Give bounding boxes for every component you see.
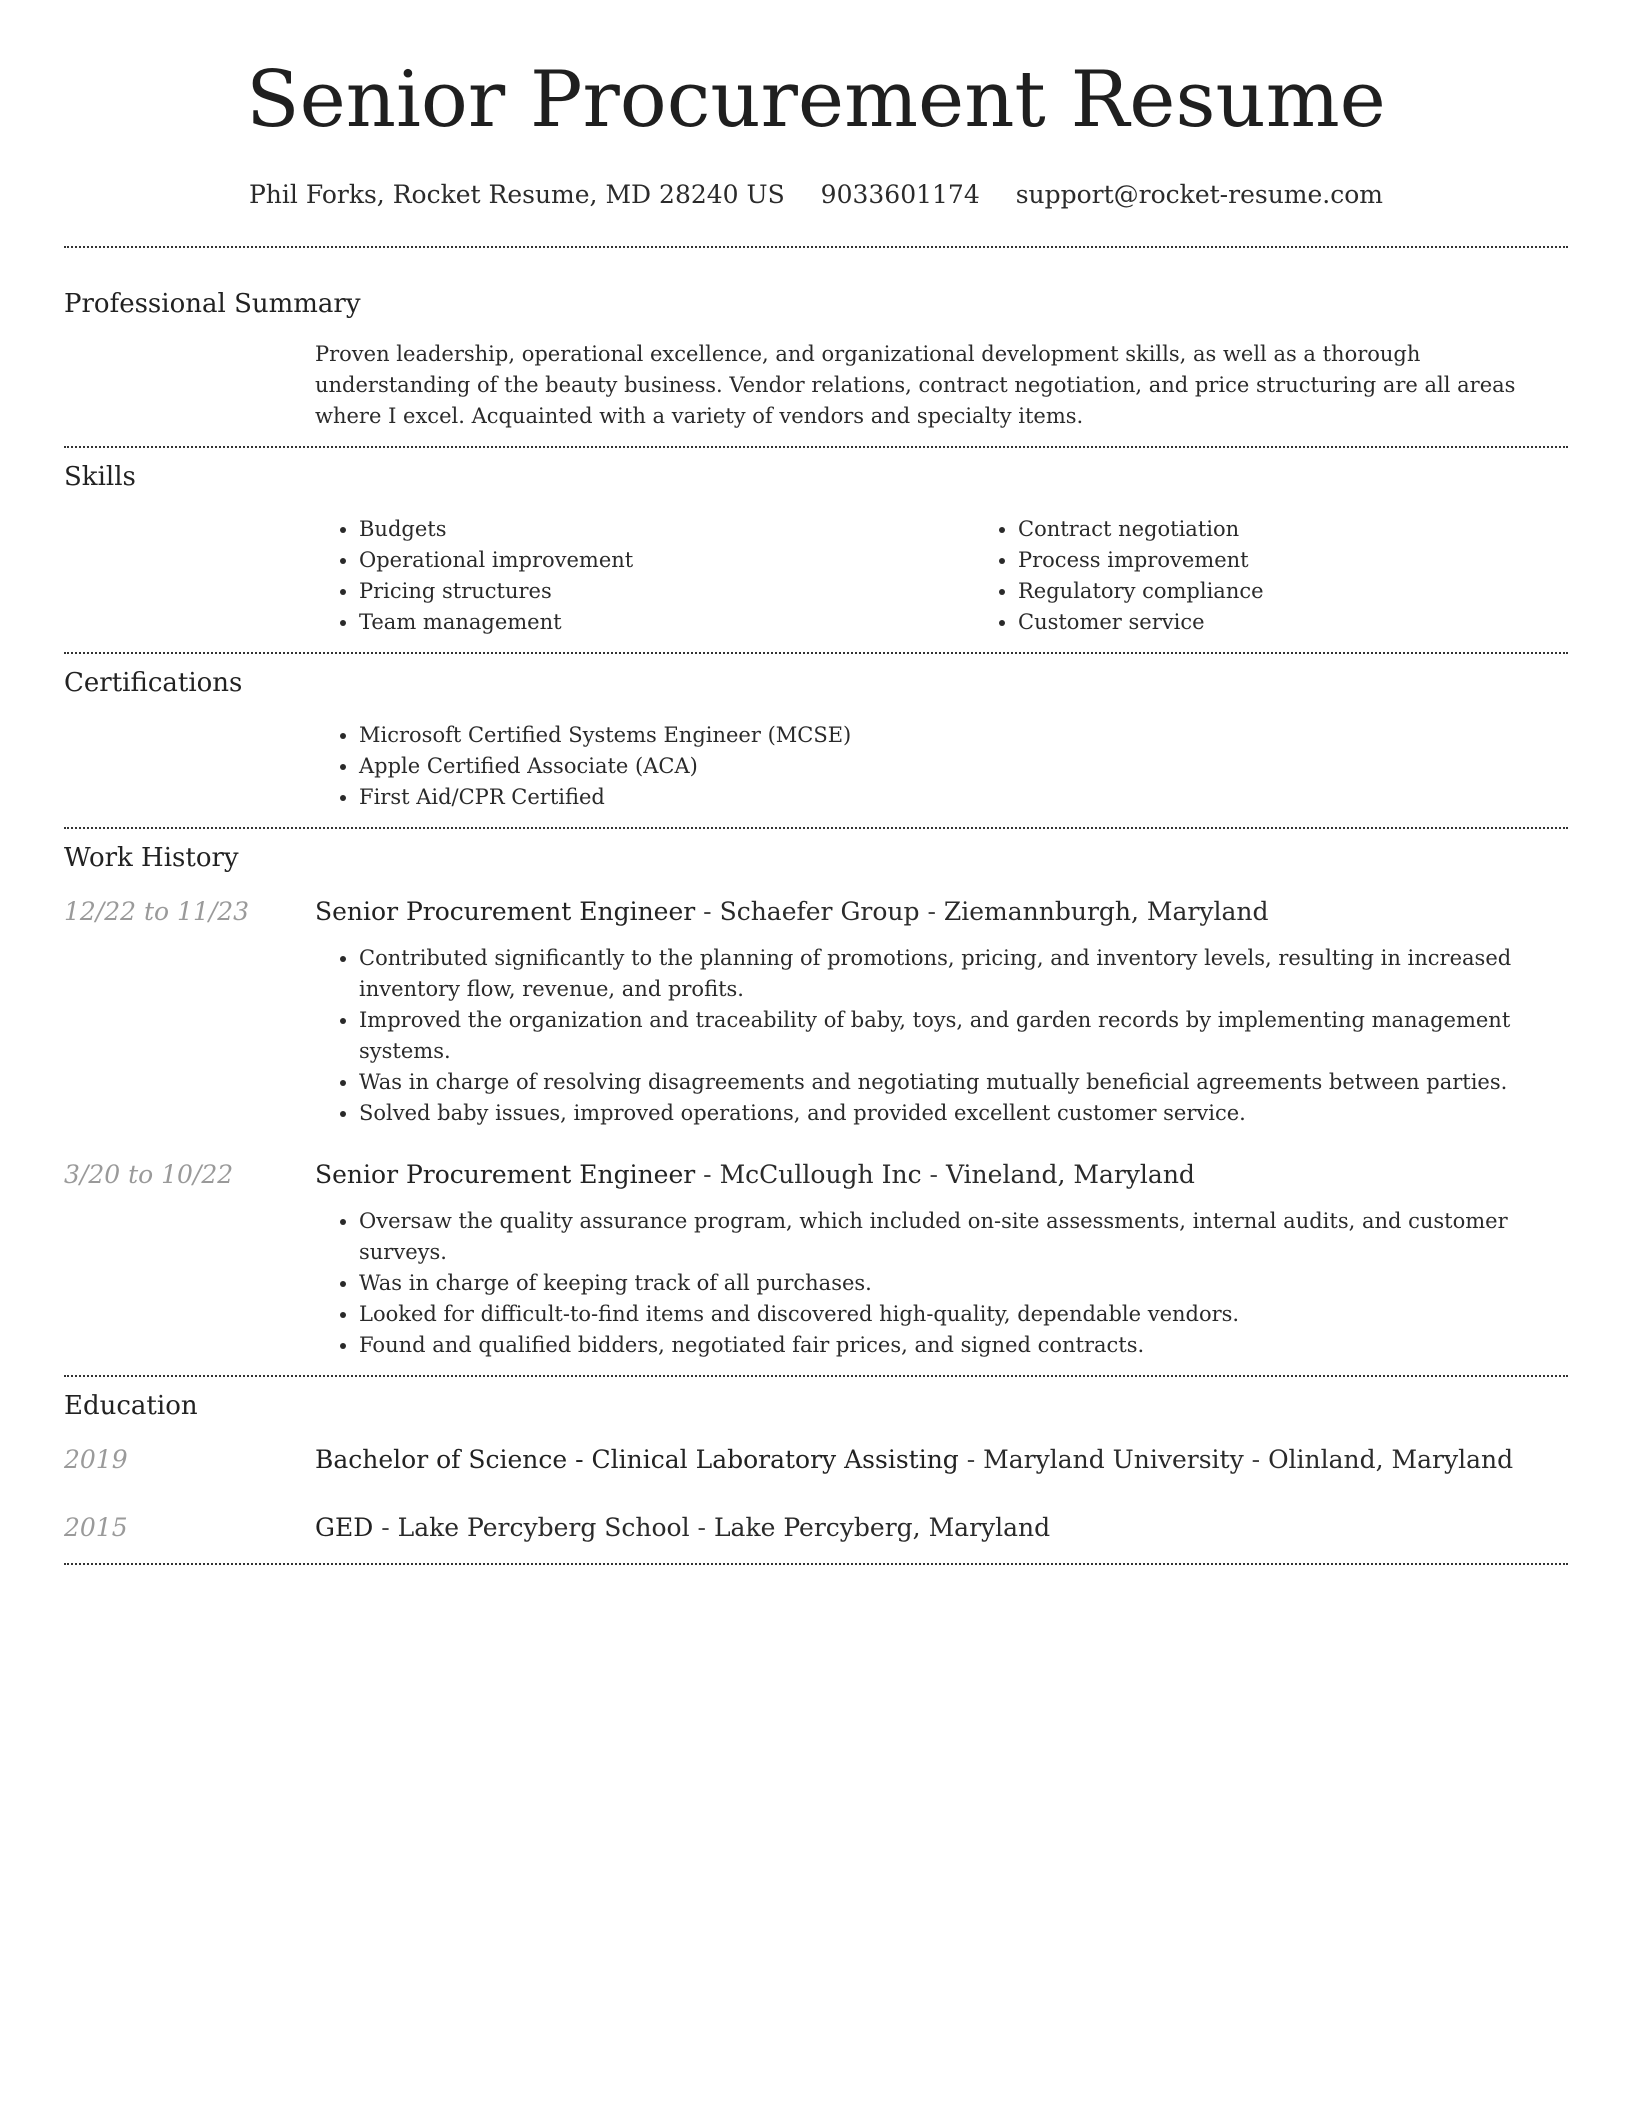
education-entry xyxy=(64,1443,1568,1477)
divider xyxy=(64,1563,1568,1565)
education-degree: GED xyxy=(315,1513,374,1542)
separator: - xyxy=(373,1513,398,1542)
job-bullet: • Was in charge of resolving disagreements and negotiating mutually beneficial agreements between parties. xyxy=(359,1067,1568,1098)
job-body xyxy=(315,895,1568,1129)
education-location: Olinland, Maryland xyxy=(1268,1445,1514,1474)
job-company: Schaefer Group xyxy=(719,897,920,926)
certifications-left-spacer xyxy=(64,720,315,813)
education-section xyxy=(64,1377,1568,1563)
certifications-list xyxy=(315,720,1568,813)
summary-section xyxy=(64,248,1568,446)
separator: - xyxy=(689,1513,714,1542)
job-heading xyxy=(315,1158,1568,1192)
certifications-row xyxy=(64,720,1568,813)
contact-address: Phil Forks, Rocket Resume, MD 28240 US xyxy=(248,180,785,209)
summary-left-spacer xyxy=(64,339,315,432)
education-degree: Bachelor of Science - Clinical Laboratory Assisting xyxy=(315,1445,959,1474)
education-location: Lake Percyberg, Maryland xyxy=(713,1513,1051,1542)
education-year: 2015 xyxy=(64,1513,128,1542)
summary-row xyxy=(64,339,1568,432)
job-entry xyxy=(64,895,1568,1129)
job-title: Senior Procurement Engineer xyxy=(315,897,696,926)
skills-grid xyxy=(315,514,1632,638)
certification-item: • First Aid/CPR Certified xyxy=(359,782,1568,813)
work-section xyxy=(64,829,1568,1375)
education-year: 2019 xyxy=(64,1445,128,1474)
job-heading xyxy=(315,895,1568,929)
separator: - xyxy=(695,1160,720,1189)
skill-item: • Process improvement xyxy=(1018,545,1632,576)
job-entry xyxy=(64,1158,1568,1361)
contact-email: support@rocket-resume.com xyxy=(1015,180,1383,209)
education-body xyxy=(315,1511,1568,1545)
certification-item: • Microsoft Certified Systems Engineer (MCSE) xyxy=(359,720,1568,751)
education-body xyxy=(315,1443,1568,1477)
certifications-heading: Certifications xyxy=(64,668,243,698)
skills-left-spacer xyxy=(64,514,315,638)
education-heading: Education xyxy=(64,1391,198,1421)
job-company: McCullough Inc xyxy=(719,1160,922,1189)
certifications-body xyxy=(315,720,1568,813)
education-school: Lake Percyberg School xyxy=(397,1513,690,1542)
skills-body xyxy=(315,514,1632,638)
education-heading-line xyxy=(315,1443,1568,1477)
job-bullet: • Looked for difficult-to-find items and discovered high-quality, dependable vendors. xyxy=(359,1299,1568,1330)
job-dates: 3/20 to 10/22 xyxy=(64,1160,234,1189)
job-bullet: • Solved baby issues, improved operations, and provided excellent customer service. xyxy=(359,1098,1568,1129)
education-heading-line xyxy=(315,1511,1568,1545)
job-bullets xyxy=(315,1206,1568,1361)
work-heading: Work History xyxy=(64,843,239,873)
job-bullets xyxy=(315,943,1568,1129)
job-title: Senior Procurement Engineer xyxy=(315,1160,696,1189)
job-bullet: • Improved the organization and traceability of baby, toys, and garden records by implementing management systems. xyxy=(359,1005,1568,1067)
skill-item: • Budgets xyxy=(359,514,974,545)
job-body xyxy=(315,1158,1568,1361)
contact-line xyxy=(64,178,1568,212)
skill-item: • Contract negotiation xyxy=(1018,514,1632,545)
job-location: Ziemannburgh, Maryland xyxy=(943,897,1269,926)
skill-item: • Regulatory compliance xyxy=(1018,576,1632,607)
skills-row xyxy=(64,514,1568,638)
education-school: Maryland University xyxy=(983,1445,1244,1474)
skill-item: • Operational improvement xyxy=(359,545,974,576)
skill-item: • Pricing structures xyxy=(359,576,974,607)
skill-item: • Team management xyxy=(359,607,974,638)
summary-heading: Professional Summary xyxy=(64,289,361,319)
job-bullet: • Was in charge of keeping track of all purchases. xyxy=(359,1268,1568,1299)
skills-list-left xyxy=(315,514,974,638)
skills-list-right xyxy=(974,514,1632,638)
education-entry xyxy=(64,1511,1568,1545)
job-location: Vineland, Maryland xyxy=(945,1160,1195,1189)
certifications-section xyxy=(64,654,1568,827)
separator: - xyxy=(958,1445,984,1474)
job-bullet: • Contributed significantly to the planning of promotions, pricing, and inventory levels, resulting in increased inventory flow, revenue, and profits. xyxy=(359,943,1568,1005)
skills-heading: Skills xyxy=(64,462,136,492)
separator: - xyxy=(919,897,944,926)
skills-section xyxy=(64,448,1568,652)
separator: - xyxy=(921,1160,946,1189)
job-dates: 12/22 to 11/23 xyxy=(64,897,250,926)
contact-phone: 9033601174 xyxy=(820,180,980,209)
separator: - xyxy=(695,897,720,926)
resume-title: Senior Procurement Resume xyxy=(246,55,1386,145)
summary-body xyxy=(315,339,1568,432)
skill-item: • Customer service xyxy=(1018,607,1632,638)
summary-text: Proven leadership, operational excellence, and organizational development skills, as well as a thorough understanding of the beauty business. Vendor relations, contract negotiation, and price structuring are all areas where I excel. Acquainted with a variety of vendors and specialty items. xyxy=(315,342,1516,428)
certification-item: • Apple Certified Associate (ACA) xyxy=(359,751,1568,782)
separator: - xyxy=(1243,1445,1269,1474)
job-bullet: • Oversaw the quality assurance program, which included on-site assessments, internal audits, and customer surveys. xyxy=(359,1206,1568,1268)
job-bullet: • Found and qualified bidders, negotiated fair prices, and signed contracts. xyxy=(359,1330,1568,1361)
